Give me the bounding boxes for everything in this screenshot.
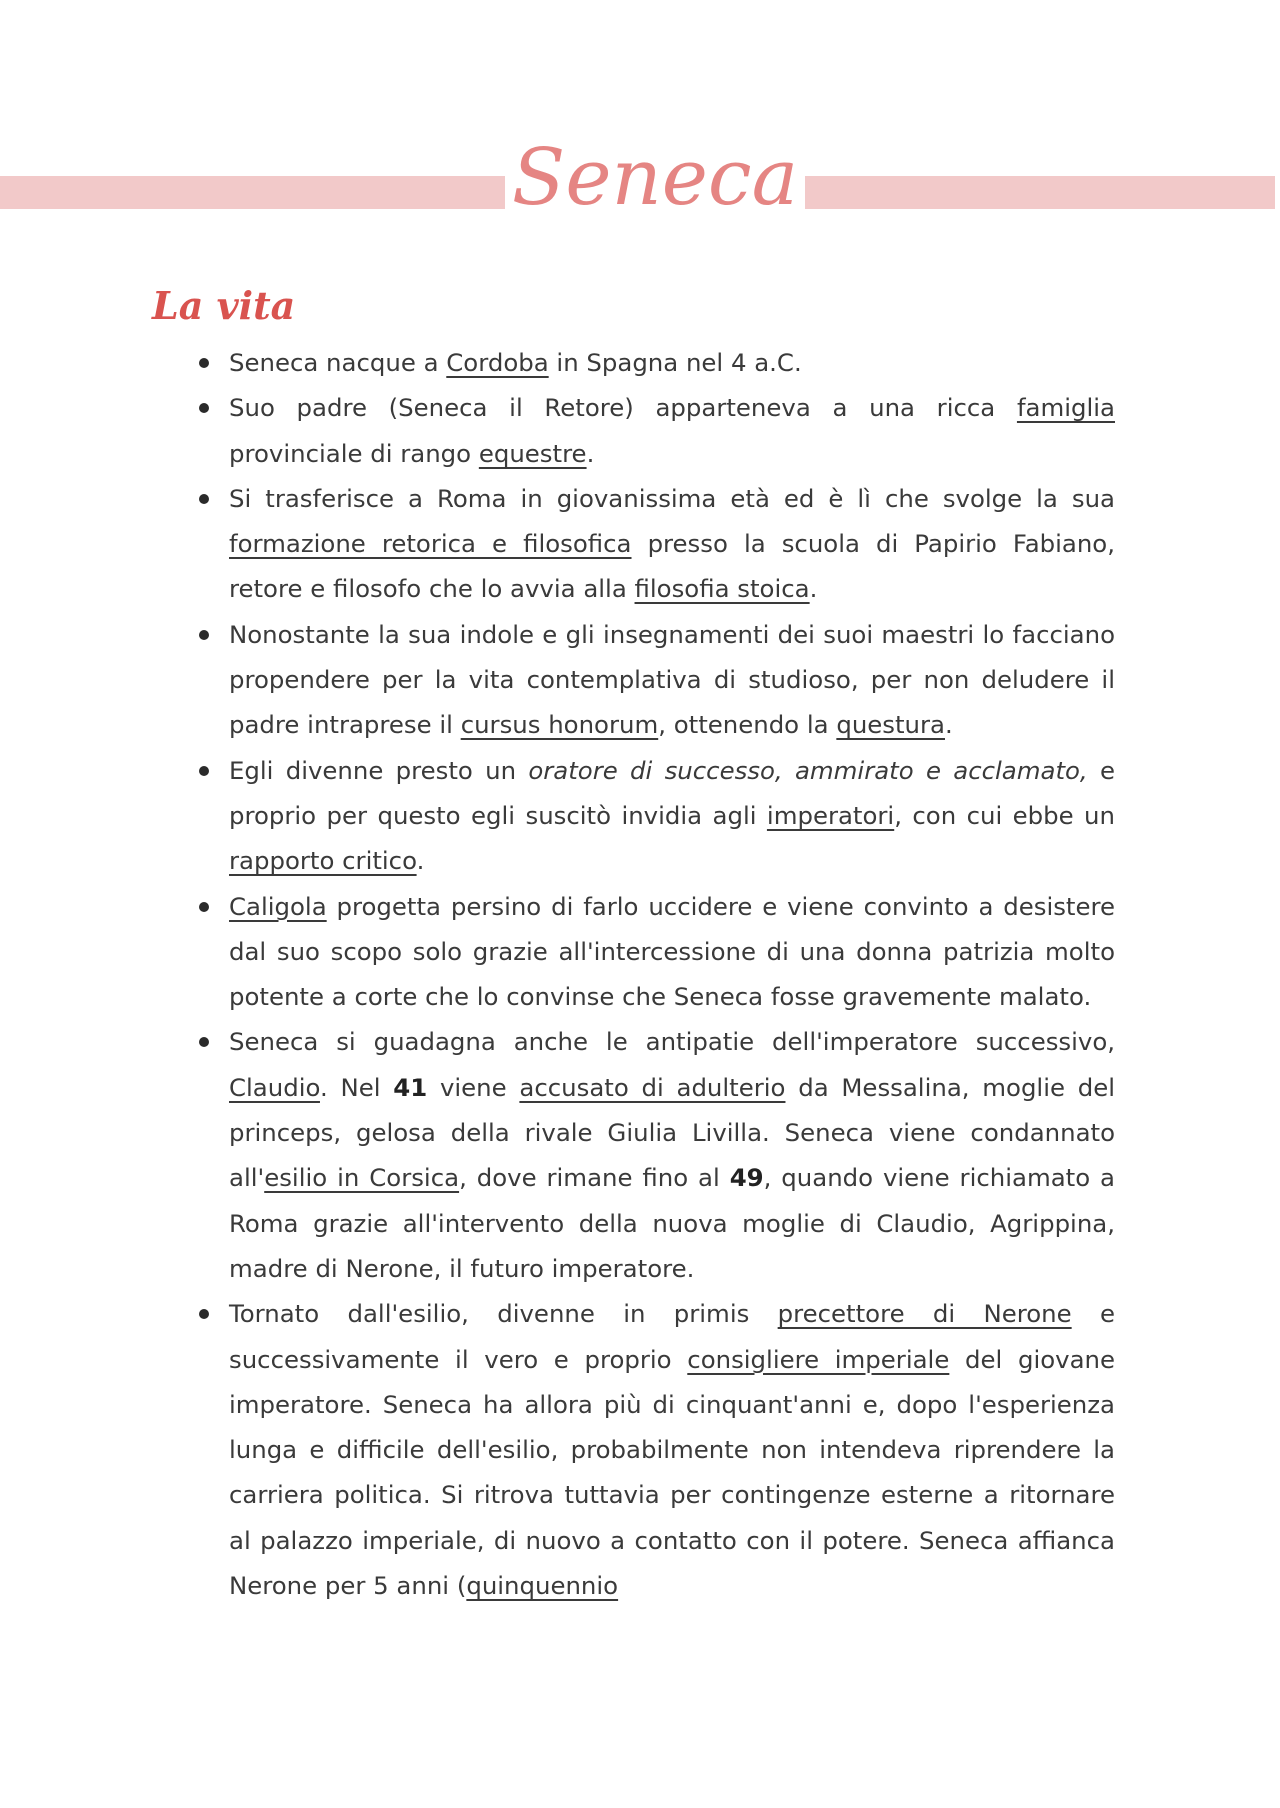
- list-item: Seneca si guadagna anche le antipatie dell'imperatore successivo, Claudio. Nel 41 viene accusato di adulterio da Messalina, moglie del princeps, gelosa della rivale Giulia Livilla. Seneca viene condannato all'esilio in Corsica, dove rimane fino al 49, quando viene richiamato a Roma grazie all'intervento della nuova moglie di Claudio, Agrippina, madre di Nerone, il futuro imperatore.: [229, 1019, 1115, 1291]
- page-title: Seneca: [511, 133, 799, 223]
- title-band-left: [0, 176, 505, 209]
- list-item: Suo padre (Seneca il Retore) apparteneva a una ricca famiglia provinciale di rango equestre.: [229, 385, 1115, 476]
- list-item: Nonostante la sua indole e gli insegnamenti dei suoi maestri lo facciano propendere per la vita contemplativa di studioso, per non deludere il padre intraprese il cursus honorum, ottenendo la questura.: [229, 612, 1115, 748]
- title-band-right: [805, 176, 1275, 209]
- list-item: Egli divenne presto un oratore di successo, ammirato e acclamato, e proprio per questo egli suscitò invidia agli imperatori, con cui ebbe un rapporto critico.: [229, 748, 1115, 884]
- list-item: Si trasferisce a Roma in giovanissima età ed è lì che svolge la sua formazione retorica e filosofica presso la scuola di Papirio Fabiano, retore e filosofo che lo avvia alla filosofia stoica.: [229, 476, 1115, 612]
- list-item: Caligola progetta persino di farlo uccidere e viene convinto a desistere dal suo scopo solo grazie all'intercessione di una donna patrizia molto potente a corte che lo convinse che Seneca fosse gravemente malato.: [229, 884, 1115, 1020]
- list-item: Tornato dall'esilio, divenne in primis precettore di Nerone e successivamente il vero e proprio consigliere imperiale del giovane imperatore. Seneca ha allora più di cinquant'anni e, dopo l'esperienza lunga e difficile dell'esilio, probabilmente non intendeva riprendere la carriera politica. Si ritrova tuttavia per contingenze esterne a ritornare al palazzo imperiale, di nuovo a contatto con il potere. Seneca affianca Nerone per 5 anni (quinquennio: [229, 1291, 1115, 1608]
- list-item: Seneca nacque a Cordoba in Spagna nel 4 a.C.: [229, 340, 1115, 385]
- bullet-list: [0, 340, 1280, 1608]
- section-heading: La vita: [152, 283, 296, 328]
